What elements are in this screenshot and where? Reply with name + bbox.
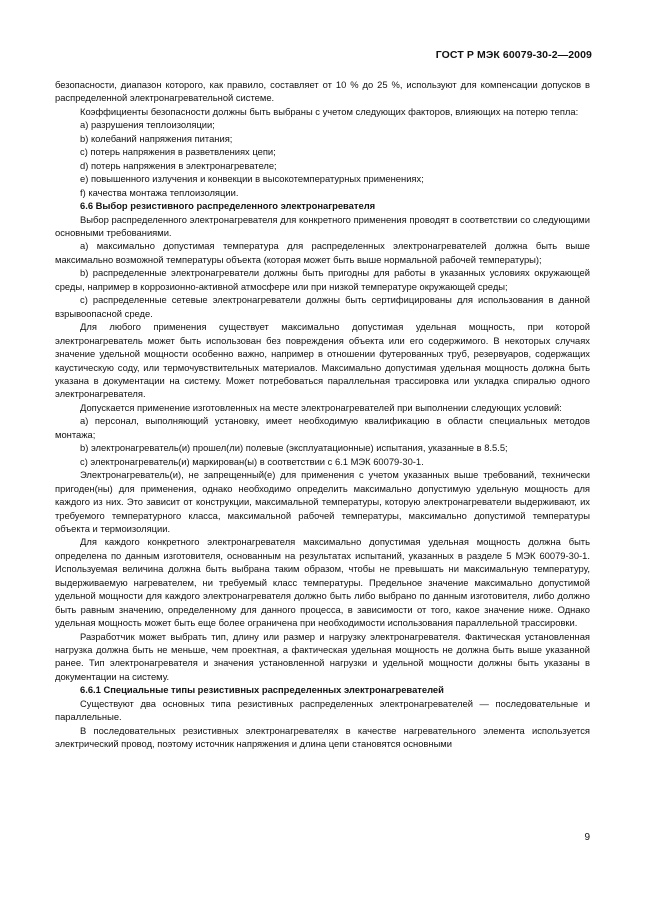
section-heading: 6.6 Выбор резистивного распределенного электронагревателя: [80, 200, 376, 212]
section-heading: 6.6.1 Специальные типы резистивных распределенных электронагревателей: [80, 684, 444, 696]
paragraph: d) потерь напряжения в электронагревателе;: [80, 159, 277, 171]
page-number: 9: [584, 832, 590, 843]
paragraph: Разработчик может выбрать тип, длину или размер и нагрузку электронагревателя. Фактическая установленная нагрузка должна быть не меньше, чем проектная, а фактическая удельная мощность не должна быть выше указанной ранее. Тип электронагревателя и значения установленной нагрузки и удельной мощности должны быть указаны в документации на систему.: [55, 630, 590, 682]
paragraph: b) колебаний напряжения питания;: [80, 132, 233, 144]
paragraph: a) разрушения теплоизоляции;: [80, 119, 215, 131]
paragraph: f) качества монтажа теплоизоляции.: [80, 186, 239, 198]
paragraph: c) электронагреватель(и) маркирован(ы) в соответствии с 6.1 МЭК 60079-30-1.: [80, 455, 424, 467]
paragraph: e) повышенного излучения и конвекции в высокотемпературных применениях;: [80, 173, 424, 185]
paragraph: b) электронагреватель(и) прошел(ли) полевые (эксплуатационные) испытания, указанные в 8.5.5;: [80, 442, 508, 454]
paragraph: Выбор распределенного электронагревателя для конкретного применения проводят в соответствии со следующими основными требованиями.: [55, 213, 590, 238]
paragraph: Электронагреватель(и), не запрещенный(е) для применения с учетом указанных выше требований, технически пригоден(ны) для применения, однако необходимо определить максимально допустимую удельную мощность для каждого из них. Это зависит от конструкции, максимальной температуры, которую электронагреватели выдерживают, их требуемого температурного класса, максимальной рабочей температуры, максимально допустимой температуры объекта и термоизоляции.: [55, 469, 590, 534]
paragraph: Допускается применение изготовленных на месте электронагревателей при выполнении следующих условий:: [80, 401, 562, 413]
paragraph: b) распределенные электронагреватели должны быть пригодны для работы в указанных условиях окружающей среды, например в коррозионно-активной атмосфере или при низкой температуре окружающей среды;: [55, 267, 590, 292]
document-header: ГОСТ Р МЭК 60079-30-2—2009: [435, 49, 592, 61]
paragraph: В последовательных резистивных электронагревателях в качестве нагревательного элемента используется электрический провод, поэтому источник напряжения и длина цепи становятся основными: [55, 724, 590, 750]
paragraph: c) распределенные сетевые электронагреватели должны быть сертифицированы для использования в данной взрывоопасной среде.: [55, 294, 590, 319]
paragraph: безопасности, диапазон которого, как правило, составляет от 10 % до 25 %, используют для компенсации допусков в распределенной электронагревательной системе.: [55, 79, 590, 104]
paragraph: a) персонал, выполняющий установку, имеет необходимую квалификацию в области специальных методов монтажа;: [55, 415, 590, 440]
paragraph: c) потерь напряжения в разветвлениях цепи;: [80, 146, 276, 158]
paragraph: Для каждого конкретного электронагревателя максимально допустимая удельная мощность должна быть определена по данным изготовителя, основанным на результатах испытаний, указанных в разделе 5 МЭК 60079-30-1. Используемая величина должна быть выбрана таким образом, чтобы не превышать ни максимальную температуру, выдерживаемую нагревателем, ни требуемый класс температуры. Предельное значение максимально допустимой удельной мощности для каждого электронагревателя должно быть либо выбрано по данным изготовителя, либо должно быть равным значению, определенному для данного процесса, в зависимости от того, какое значение ниже. Однако удельная мощность может быть еще более ограничена при необходимости использования параллельной трассировки.: [55, 536, 590, 629]
paragraph: Существуют два основных типа резистивных распределенных электронагревателей — последовательные и параллельные.: [55, 697, 590, 723]
document-body: [55, 78, 590, 751]
paragraph: Коэффициенты безопасности должны быть выбраны с учетом следующих факторов, влияющих на потерю тепла:: [80, 105, 579, 117]
paragraph: a) максимально допустимая температура для распределенных электронагревателей должна быть выше максимально возможной температуры объекта (которая может быть выше нормальной рабочей температуры);: [55, 240, 590, 265]
paragraph: Для любого применения существует максимально допустимая удельная мощность, при которой электронагреватель может быть использован без повреждения объекта или его содержимого. В некоторых случаях значение удельной мощности особенно важно, например в отношении футерованных труб, резервуаров, содержащих каустическую соду, или термочувствительных материалов. Максимально допустимая удельная мощность должна быть указана в документации на систему. Может потребоваться параллельная трассировка или укладка спиралью одного электронагревателя.: [55, 321, 590, 400]
